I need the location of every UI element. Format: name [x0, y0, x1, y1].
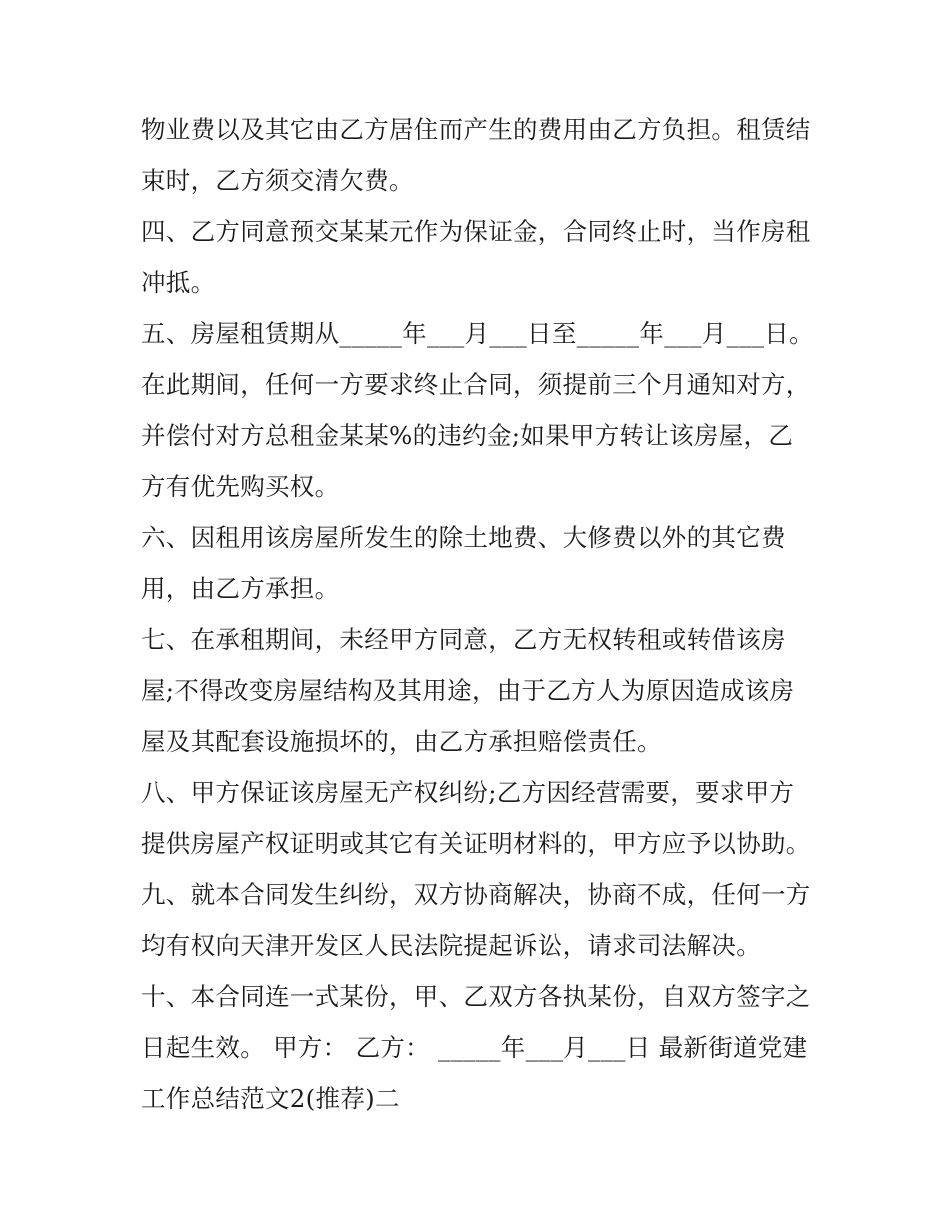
text-line: 屋及其配套设施损坏的，由乙方承担赔偿责任。 [141, 727, 662, 756]
text-line: 十、本合同连一式某份，甲、乙双方各执某份，自双方签字之 [141, 982, 811, 1011]
document-body [141, 104, 813, 1124]
text-line: 八、甲方保证该房屋无产权纠纷;乙方因经营需要，要求甲方 [141, 778, 795, 807]
text-line: 五、房屋租赁期从_____年___月___日至_____年___月___日。 [141, 319, 814, 348]
text-line: 方有优先购买权。 [141, 472, 340, 501]
text-line: 均有权向天津开发区人民法院提起诉讼，请求司法解决。 [141, 931, 761, 960]
text-line: 用，由乙方承担。 [141, 574, 340, 603]
text-line: 日起生效。 甲方： 乙方： _____年___月___日 最新街道党建 [141, 1033, 808, 1062]
text-line: 冲抵。 [141, 268, 216, 297]
text-line: 屋;不得改变房屋结构及其用途，由于乙方人为原因造成该房 [141, 676, 795, 705]
text-line: 七、在承租期间，未经甲方同意，乙方无权转租或转借该房 [141, 625, 786, 654]
text-line: 在此期间，任何一方要求终止合同，须提前三个月通知对方， [141, 370, 811, 399]
text-line: 工作总结范文2(推荐)二 [141, 1084, 400, 1113]
text-line: 四、乙方同意预交某某元作为保证金，合同终止时，当作房租 [141, 217, 811, 246]
text-line: 物业费以及其它由乙方居住而产生的费用由乙方负担。租赁结 [141, 115, 811, 144]
text-line: 提供房屋产权证明或其它有关证明材料的，甲方应予以协助。 [141, 829, 811, 858]
text-line: 并偿付对方总租金某某%的违约金;如果甲方转让该房屋，乙 [141, 421, 794, 450]
text-line: 九、就本合同发生纠纷，双方协商解决，协商不成，任何一方 [141, 880, 811, 909]
text-line: 束时，乙方须交清欠费。 [141, 166, 414, 195]
text-line: 六、因租用该房屋所发生的除土地费、大修费以外的其它费 [141, 523, 786, 552]
